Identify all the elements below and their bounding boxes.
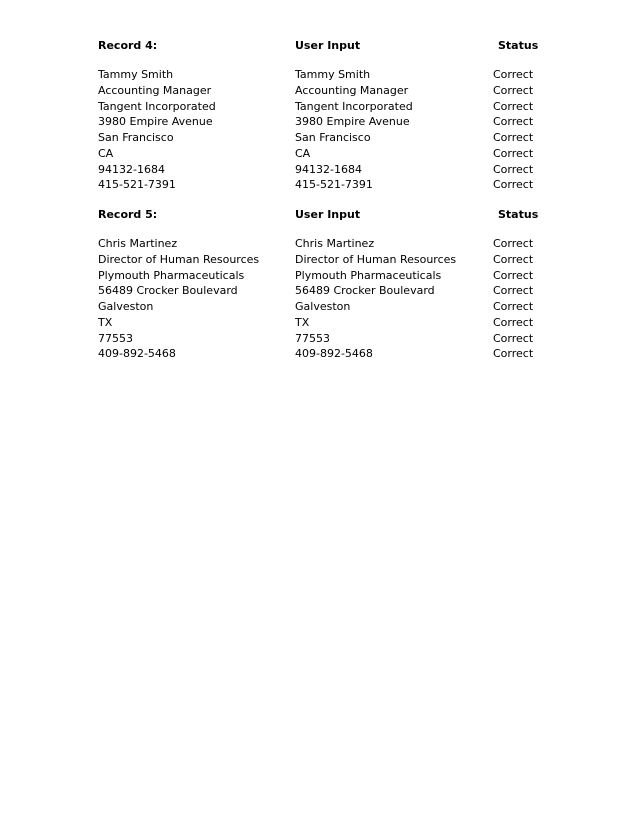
status-value: Correct xyxy=(493,331,534,345)
table-row xyxy=(98,331,538,347)
user-input-value: San Francisco xyxy=(295,131,371,144)
user-input-value: Tammy Smith xyxy=(295,68,371,81)
user-input-value: Galveston xyxy=(295,300,351,313)
record-value: Tammy Smith xyxy=(98,68,174,81)
status-value: Correct xyxy=(493,300,534,313)
user-input-value: 3980 Empire Avenue xyxy=(295,115,410,129)
record-value: Plymouth Pharmaceuticals xyxy=(98,268,245,282)
table-row xyxy=(98,114,538,130)
record-value: Tangent Incorporated xyxy=(98,99,216,113)
record-value: 3980 Empire Avenue xyxy=(98,115,213,129)
user-input-value: Accounting Manager xyxy=(295,83,409,97)
status-value: Correct xyxy=(493,268,534,282)
record-value: TX xyxy=(98,315,113,329)
status-value: Correct xyxy=(493,237,534,250)
record-5-table xyxy=(98,208,538,362)
record-value: Director of Human Resources xyxy=(98,252,260,266)
record-value: 409-892-5468 xyxy=(98,347,176,361)
status-value: Correct xyxy=(493,347,534,361)
table-row xyxy=(98,252,538,268)
record-value: San Francisco xyxy=(98,131,174,144)
table-row xyxy=(98,268,538,284)
status-value: Correct xyxy=(493,83,534,97)
status-value: Correct xyxy=(493,68,534,81)
status-value: Correct xyxy=(493,99,534,113)
record-4-title: Record 4: xyxy=(98,39,158,52)
table-row xyxy=(98,236,538,252)
user-input-value: Tangent Incorporated xyxy=(295,99,413,113)
table-row xyxy=(98,346,538,362)
record-4-rows xyxy=(98,67,538,193)
table-row xyxy=(98,315,538,331)
status-value: Correct xyxy=(493,115,534,129)
table-row xyxy=(98,83,538,99)
user-input-value: 409-892-5468 xyxy=(295,347,373,361)
table-row xyxy=(98,130,538,146)
table-row xyxy=(98,99,538,115)
status-value: Correct xyxy=(493,284,534,298)
status-value: Correct xyxy=(493,315,534,329)
record-value: Chris Martinez xyxy=(98,237,178,250)
status-value: Correct xyxy=(493,131,534,144)
record-value: Galveston xyxy=(98,300,154,313)
user-input-value: Plymouth Pharmaceuticals xyxy=(295,268,442,282)
status-heading: Status xyxy=(498,208,539,221)
status-heading: Status xyxy=(498,39,539,52)
table-row xyxy=(98,67,538,83)
table-row xyxy=(98,162,538,178)
record-value: CA xyxy=(98,146,114,160)
user-input-heading: User Input xyxy=(295,39,361,52)
status-value: Correct xyxy=(493,252,534,266)
record-value: 415-521-7391 xyxy=(98,178,176,192)
record-value: 77553 xyxy=(98,331,133,345)
record-value: 94132-1684 xyxy=(98,162,165,176)
user-input-value: 56489 Crocker Boulevard xyxy=(295,284,435,298)
user-input-heading: User Input xyxy=(295,208,361,221)
table-row xyxy=(98,299,538,315)
user-input-value: TX xyxy=(295,315,310,329)
table-row xyxy=(98,177,538,193)
table-row xyxy=(98,283,538,299)
record-value: Accounting Manager xyxy=(98,83,212,97)
status-value: Correct xyxy=(493,146,534,160)
record-5-header xyxy=(98,208,538,224)
record-4-header xyxy=(98,39,538,55)
status-value: Correct xyxy=(493,178,534,192)
user-input-value: 77553 xyxy=(295,331,330,345)
record-value: 56489 Crocker Boulevard xyxy=(98,284,238,298)
record-5-title: Record 5: xyxy=(98,208,158,221)
record-4-table xyxy=(98,39,538,193)
user-input-value: Director of Human Resources xyxy=(295,252,457,266)
user-input-value: Chris Martinez xyxy=(295,237,375,250)
user-input-value: 94132-1684 xyxy=(295,162,362,176)
user-input-value: CA xyxy=(295,146,311,160)
record-5-rows xyxy=(98,236,538,362)
table-row xyxy=(98,146,538,162)
status-value: Correct xyxy=(493,162,534,176)
user-input-value: 415-521-7391 xyxy=(295,178,373,192)
